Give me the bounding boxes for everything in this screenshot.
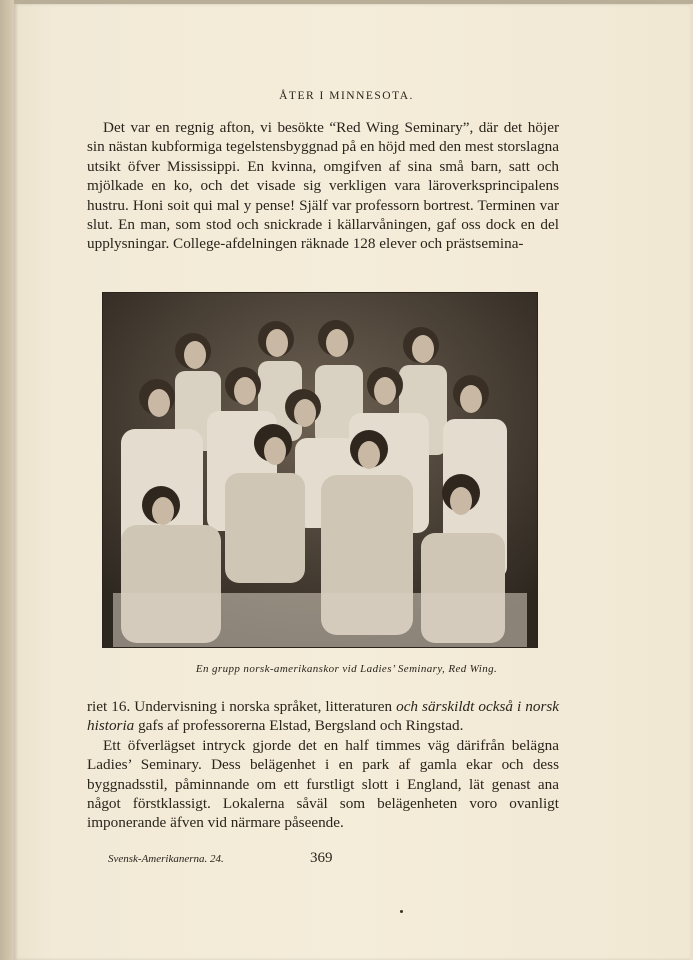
figure-caption: En grupp norsk-amerikanskor vid Ladies’ Seminary, Red Wing. [195, 663, 498, 675]
page-number: 369 [310, 850, 333, 866]
paragraph-2-part-b: gafs af professorerna Elstad, Bergsland och Ringstad. [134, 717, 464, 735]
paragraph-1-text: Det var en regnig afton, vi besökte “Red Wing Seminary”, där det höjer sin nästan kubformiga tegelstensbyggnad på en höjd med den mest storslagna utsikt öfver Mississippi. En kvinna, omgifven af sina små barn, satt och mjölkade en ko, och det visade sig verkligen vara läroverksprincipalens hustru. Honi soit qui mal y pense! Själf var professorn bortrest. Terminen var slut. En man, som stod och snickrade i källarvåningen, gaf oss dock en del upplysningar. College-afdelningen räknade 128 elever och prästsemina- [87, 119, 559, 253]
paragraph-1 [87, 118, 559, 254]
running-head: ÅTER I MINNESOTA. [279, 90, 414, 102]
paragraph-2-part-a: riet 16. Undervisning i norska språket, litteraturen [87, 698, 397, 715]
signature-mark: Svensk-Amerikanerna. 24. [108, 853, 224, 865]
paragraph-2-italic: och särskildt också i norsk historia [87, 698, 560, 735]
paragraph-2 [87, 697, 559, 833]
book-gutter [0, 0, 14, 960]
group-photograph [102, 292, 538, 648]
ink-speck [400, 910, 403, 913]
paragraph-3-text: Ett öfverlägset intryck gjorde det en half timmes väg därifrån belägna Ladies’ Seminary. Dess belägenhet i en park af gamla ekar och dess byggnadsstil, påminnande om ett furstligt slott i England, lät genast ana något förstklassigt. Lokalerna såväl som belägenheten voro ovanligt imponerande äfven vid närmare påseende. [87, 736, 559, 832]
paragraph-2-text [87, 697, 559, 736]
